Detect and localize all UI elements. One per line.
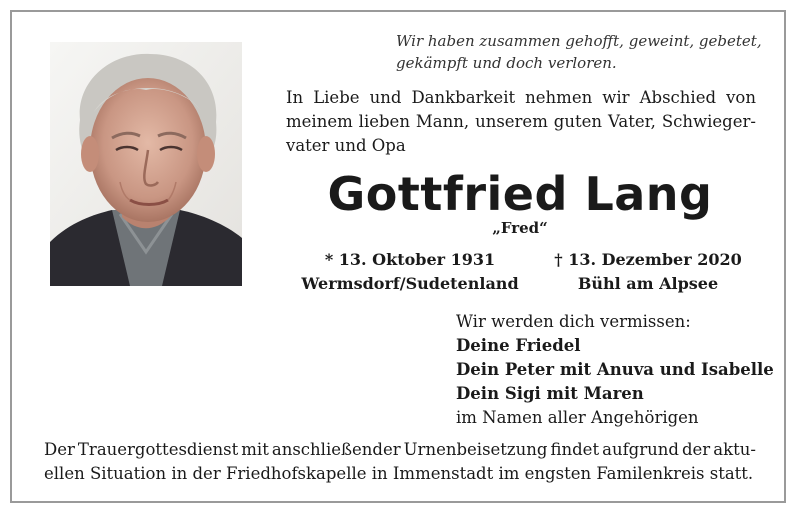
mourners-block bbox=[456, 310, 776, 430]
death-date: † 13. Dezember 2020 bbox=[554, 250, 742, 269]
birth-info bbox=[290, 248, 530, 296]
intro-word: Mann, bbox=[415, 112, 470, 131]
portrait-illustration bbox=[50, 42, 242, 286]
service-word: findet bbox=[550, 440, 600, 459]
mourner-name: Dein Sigi mit Maren bbox=[456, 384, 644, 403]
mourners-intro: Wir werden dich vermissen: bbox=[456, 312, 691, 331]
service-word: anschließender bbox=[271, 440, 401, 459]
intro-word: guten bbox=[553, 112, 603, 131]
service-word: aufgrund bbox=[602, 440, 679, 459]
intro-word: nehmen bbox=[525, 88, 593, 107]
death-info bbox=[528, 248, 768, 296]
intro-word: Abschied bbox=[639, 88, 717, 107]
mourners-closing: im Namen aller Angehörigen bbox=[456, 408, 699, 427]
intro-word: Liebe bbox=[313, 88, 360, 107]
intro-line-1 bbox=[286, 86, 756, 110]
service-line-2: ellen Situation in der Friedhofskapelle in Immenstadt im engsten Familenkreis statt. bbox=[44, 464, 754, 483]
epigraph-quote bbox=[396, 30, 762, 74]
quote-line-1: Wir haben zusammen gehofft, geweint, gebetet, bbox=[396, 32, 762, 50]
service-word: Urnenbeisetzung bbox=[403, 440, 548, 459]
service-word: der bbox=[681, 440, 711, 459]
mourner-name: Dein Peter mit Anuva und Isabelle bbox=[456, 360, 774, 379]
service-line-1 bbox=[44, 438, 756, 462]
quote-line-2: gekämpft und doch verloren. bbox=[396, 54, 617, 72]
intro-word: lieben bbox=[358, 112, 410, 131]
intro-word: Vater, bbox=[607, 112, 656, 131]
deceased-nickname: „Fred“ bbox=[492, 219, 548, 237]
service-word: Der bbox=[44, 440, 75, 459]
intro-word: In bbox=[286, 88, 304, 107]
birth-date: * 13. Oktober 1931 bbox=[324, 250, 496, 269]
service-word: aktu- bbox=[713, 440, 756, 459]
intro-word: unserem bbox=[475, 112, 548, 131]
deceased-name: Gottfried Lang bbox=[327, 167, 713, 221]
service-word: mit bbox=[241, 440, 269, 459]
service-announcement bbox=[44, 438, 756, 486]
birth-place: Wermsdorf/Sudetenland bbox=[301, 274, 519, 293]
intro-line-3: vater und Opa bbox=[286, 136, 406, 155]
intro-word: Dankbarkeit bbox=[411, 88, 516, 107]
intro-word: wir bbox=[602, 88, 630, 107]
service-word: Trauergottesdienst bbox=[77, 440, 239, 459]
death-place: Bühl am Alpsee bbox=[577, 274, 719, 293]
intro-word: und bbox=[369, 88, 402, 107]
intro-word: Schwieger- bbox=[661, 112, 756, 131]
portrait-photo bbox=[50, 42, 242, 286]
mourner-name: Deine Friedel bbox=[456, 336, 581, 355]
intro-text bbox=[286, 86, 756, 158]
intro-word: meinem bbox=[286, 112, 353, 131]
intro-line-2 bbox=[286, 110, 756, 134]
intro-word: von bbox=[726, 88, 756, 107]
